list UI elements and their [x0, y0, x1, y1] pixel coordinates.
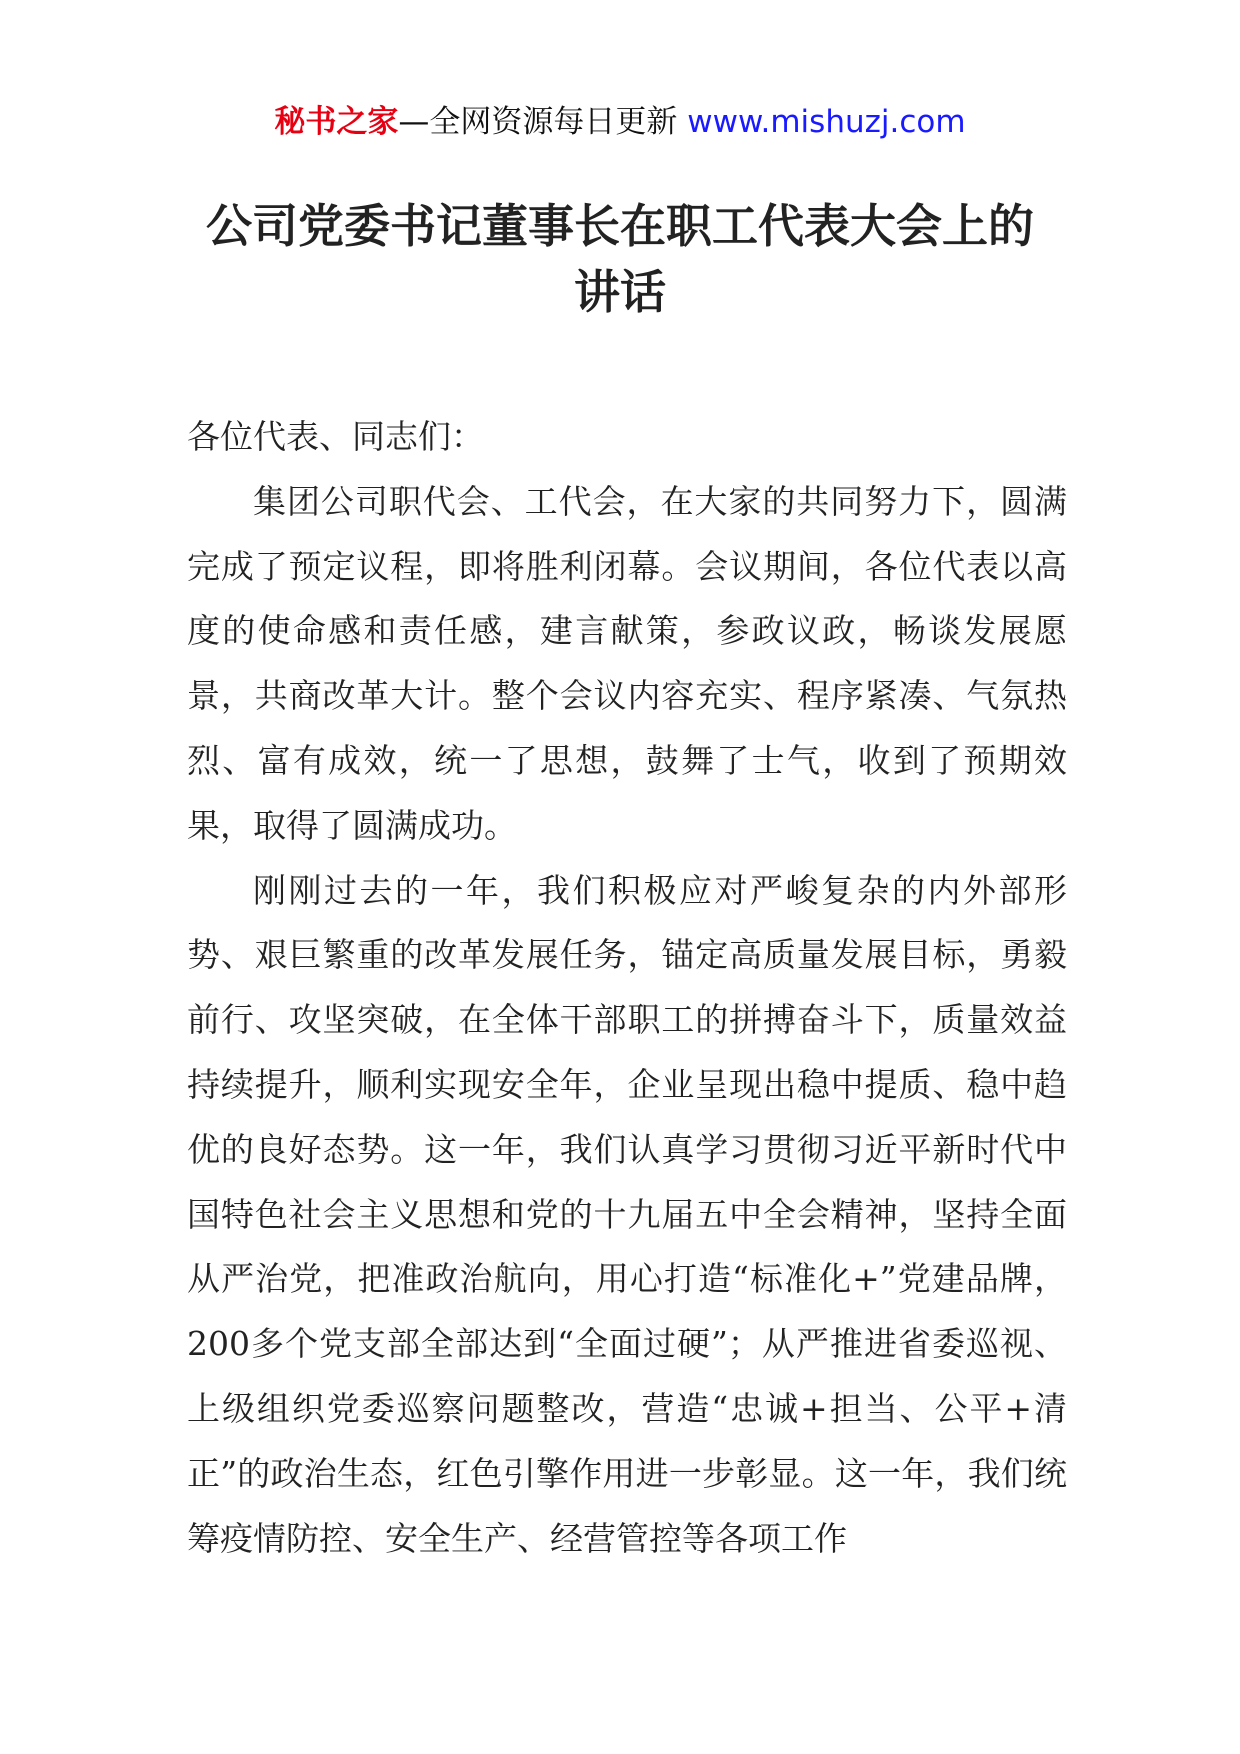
- paragraph: 集团公司职代会、工代会，在大家的共同努力下，圆满完成了预定议程，即将胜利闭幕。会议期间，各位代表以高度的使命感和责任感，建言献策，参政议政，畅谈发展愿景，共商改革大计。整个会议内容充实、程序紧凑、气氛热烈、富有成效，统一了思想，鼓舞了士气，收到了预期效果，取得了圆满成功。: [187, 481, 1067, 845]
- title-line-1: 公司党委书记董事长在职工代表大会上的: [206, 199, 1034, 253]
- document-body: [187, 405, 1067, 1571]
- salutation: 各位代表、同志们：: [187, 417, 484, 456]
- header-tagline: —全网资源每日更新: [398, 104, 678, 140]
- title-line-2: 讲话: [574, 265, 666, 319]
- paragraph: 刚刚过去的一年，我们积极应对严峻复杂的内外部形势、艰巨繁重的改革发展任务，锚定高质量发展目标，勇毅前行、攻坚突破，在全体干部职工的拼搏奋斗下，质量效益持续提升，顺利实现安全年，企业呈现出稳中提质、稳中趋优的良好态势。这一年，我们认真学习贯彻习近平新时代中国特色社会主义思想和党的十九届五中全会精神，坚持全面从严治党，把准政治航向，用心打造“标准化+”党建品牌，200多个党支部全部达到“全面过硬”；从严推进省委巡视、上级组织党委巡察问题整改，营造“忠诚+担当、公平+清正”的政治生态，红色引擎作用进一步彰显。这一年，我们统筹疫情防控、安全生产、经营管控等各项工作: [187, 870, 1067, 1558]
- site-header: [0, 100, 1240, 144]
- brand-name: 秘书之家: [274, 104, 399, 140]
- site-url-link[interactable]: www.mishuzj.com: [687, 104, 966, 140]
- document-title: [150, 193, 1090, 325]
